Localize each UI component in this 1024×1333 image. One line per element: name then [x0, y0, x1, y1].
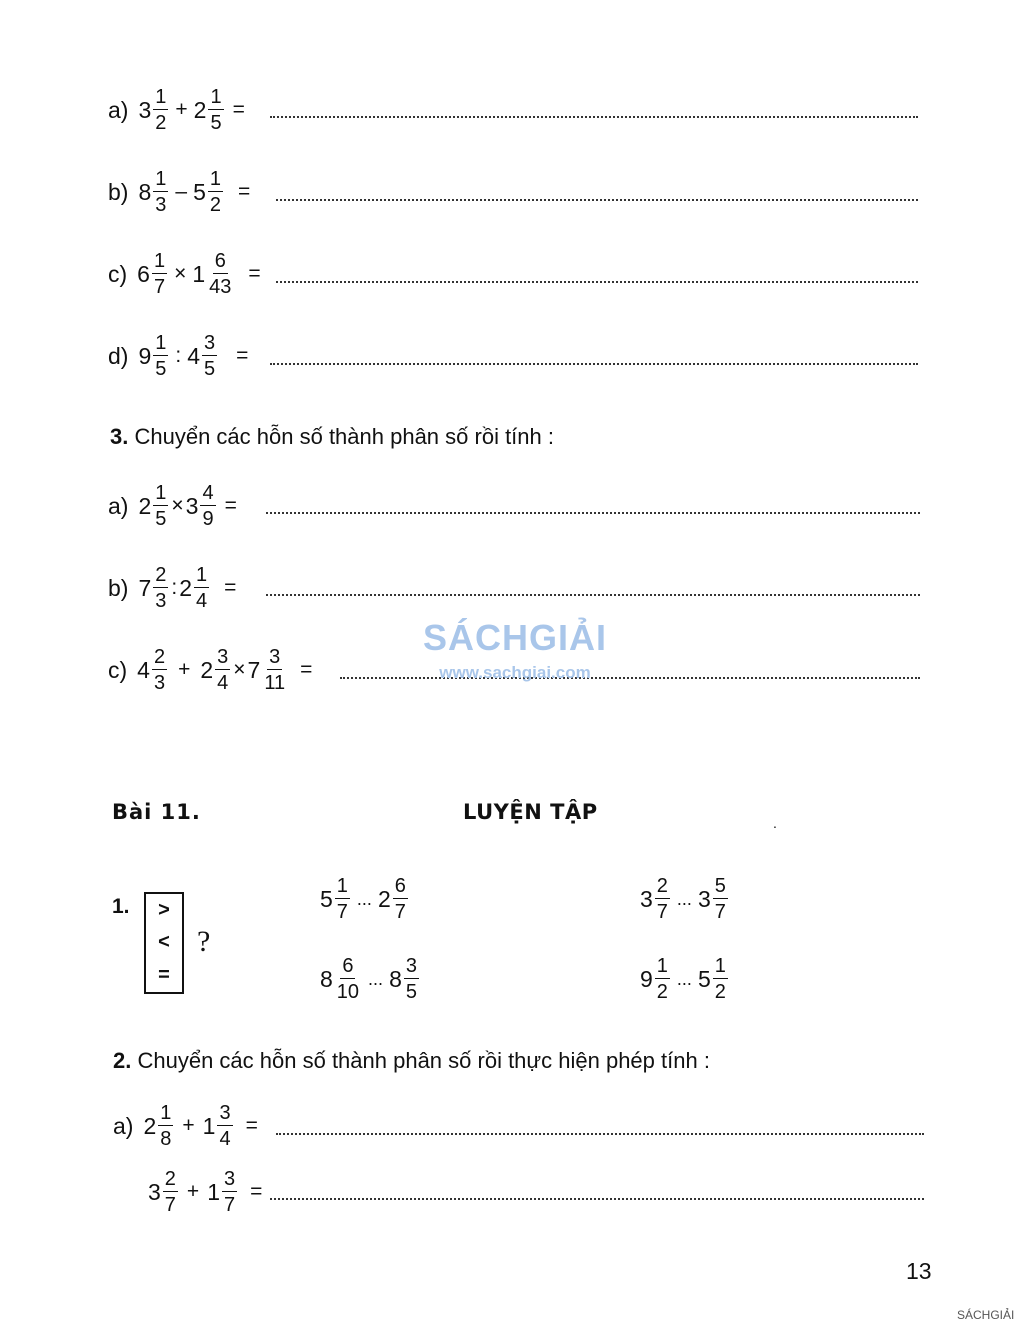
fraction: [393, 876, 408, 922]
operator: ×: [233, 658, 246, 681]
item-label: a): [108, 96, 129, 123]
denominator: 3: [153, 672, 166, 694]
exercise-2-row-b: [148, 1162, 262, 1222]
numerator: 1: [336, 875, 348, 897]
operator: :: [175, 344, 182, 367]
answer-line[interactable]: [270, 1196, 924, 1200]
exercise-row-b: [108, 162, 250, 222]
denominator: 4: [219, 1128, 231, 1150]
numerator: 1: [160, 1102, 172, 1124]
section-3-row-a: [108, 476, 237, 536]
mixed-number: [138, 169, 169, 215]
fraction: [200, 483, 215, 529]
operator: +: [175, 98, 188, 121]
fraction: [713, 876, 728, 922]
numerator: 3: [269, 646, 281, 668]
whole-part: 2: [138, 492, 152, 519]
whole-part: 1: [207, 1178, 220, 1205]
whole-part: 7: [138, 574, 152, 601]
item-label: a): [108, 492, 129, 519]
numerator: 1: [196, 564, 208, 586]
numerator: 1: [155, 86, 167, 108]
watermark-url: www.sachgiai.com: [439, 663, 591, 682]
exercise-number: 2.: [113, 1048, 132, 1073]
whole-part: 3: [185, 492, 199, 519]
denominator: 2: [656, 981, 668, 1003]
numerator: 2: [656, 875, 668, 897]
answer-line[interactable]: [276, 197, 918, 201]
operator: +: [182, 1114, 195, 1137]
fraction: [153, 565, 168, 611]
equals-sign: =: [236, 344, 249, 367]
page-number: 13: [906, 1258, 932, 1284]
fraction: [153, 333, 168, 379]
denominator: 3: [155, 194, 167, 216]
fraction: [207, 251, 233, 297]
equals-sign: =: [248, 262, 261, 285]
denominator: 7: [714, 901, 726, 923]
blank-ellipsis: ...: [368, 968, 384, 989]
whole-part: 8: [389, 965, 402, 992]
fraction: [194, 565, 209, 611]
blank-ellipsis: ...: [676, 888, 692, 909]
answer-line[interactable]: [270, 114, 918, 118]
numerator: 5: [714, 875, 726, 897]
mixed-number: [186, 483, 217, 529]
whole-part: 2: [179, 574, 193, 601]
mixed-number: [194, 87, 225, 133]
numerator: 1: [656, 955, 668, 977]
whole-part: 3: [640, 885, 653, 912]
exercise-text: Chuyển các hỗn số thành phân số rồi thực hiện phép tính :: [137, 1048, 710, 1073]
denominator: 5: [155, 508, 167, 530]
numerator: 2: [155, 564, 167, 586]
whole-part: 8: [320, 965, 333, 992]
denominator: 4: [217, 672, 229, 694]
fraction: [152, 647, 167, 693]
whole-part: 4: [187, 342, 201, 369]
mixed-number: [137, 647, 168, 693]
mixed-number: [137, 251, 168, 297]
exercise-row-a: [108, 80, 245, 140]
answer-line[interactable]: [276, 1131, 924, 1135]
whole-part: 5: [697, 965, 711, 992]
comparison-symbol-box: [144, 892, 184, 994]
comparison-item[interactable]: [640, 956, 729, 1002]
lesson-title: LUYỆN TẬP: [463, 800, 598, 824]
denominator: 5: [405, 981, 417, 1003]
section-3-row-c: [108, 640, 312, 700]
mixed-number: [148, 1169, 179, 1215]
numerator: 6: [394, 875, 406, 897]
numerator: 2: [164, 1168, 176, 1190]
numerator: 1: [210, 86, 222, 108]
whole-part: 7: [247, 656, 261, 683]
fraction: [153, 483, 168, 529]
whole-part: 3: [148, 1178, 161, 1205]
mixed-number: [138, 565, 169, 611]
footer-logo: SÁCHGIẢI: [957, 1308, 1015, 1322]
denominator: 9: [202, 508, 214, 530]
numerator: 1: [153, 250, 166, 272]
numerator: 1: [155, 168, 167, 190]
numerator: 1: [155, 332, 167, 354]
fraction: [153, 87, 168, 133]
denominator: 7: [153, 276, 166, 298]
numerator: 4: [202, 482, 214, 504]
denominator: 5: [204, 358, 216, 380]
greater-than-symbol: >: [158, 898, 170, 921]
blank-ellipsis: ...: [676, 968, 692, 989]
denominator: 5: [155, 358, 167, 380]
whole-part: 4: [137, 656, 150, 683]
answer-line[interactable]: [266, 592, 920, 596]
mixed-number: [138, 483, 169, 529]
denominator: 10: [336, 981, 360, 1003]
numerator: 6: [342, 955, 354, 977]
whole-part: 3: [138, 96, 152, 123]
fraction: [208, 169, 223, 215]
numerator: 3: [219, 1102, 231, 1124]
equals-sign: =: [250, 1180, 263, 1203]
fraction: [202, 333, 217, 379]
item-label: b): [108, 178, 129, 205]
fraction: [215, 647, 230, 693]
operator: +: [178, 658, 191, 681]
denominator: 5: [210, 112, 222, 134]
equals-sign: =: [232, 98, 245, 121]
denominator: 2: [714, 981, 726, 1003]
fraction: [158, 1103, 173, 1149]
mixed-number: [179, 565, 210, 611]
equals-symbol: =: [158, 964, 170, 987]
whole-part: 1: [202, 1112, 216, 1139]
exercise-number: 1.: [112, 895, 130, 918]
answer-line[interactable]: [276, 279, 918, 283]
numerator: 3: [204, 332, 216, 354]
section-number: 3.: [110, 424, 129, 449]
comparison-item[interactable]: [640, 876, 729, 922]
whole-part: 8: [138, 178, 152, 205]
operator: +: [186, 1180, 200, 1203]
operator: –: [175, 180, 188, 203]
numerator: 6: [214, 250, 226, 272]
denominator: 2: [209, 194, 221, 216]
question-mark: ?: [197, 925, 211, 958]
equals-sign: =: [224, 494, 237, 517]
whole-part: 2: [143, 1112, 157, 1139]
exercise-2-heading: [113, 1048, 710, 1074]
fraction: [335, 876, 350, 922]
watermark: [410, 617, 620, 683]
numerator: 1: [155, 482, 167, 504]
whole-part: 5: [193, 178, 206, 205]
fraction: [163, 1169, 178, 1215]
item-label: a): [113, 1112, 134, 1139]
whole-part: 5: [320, 885, 333, 912]
section-text: Chuyển các hỗn số thành phân số rồi tính :: [134, 424, 554, 449]
denominator: 2: [155, 112, 167, 134]
item-label: d): [108, 342, 129, 369]
denominator: 43: [209, 276, 232, 298]
fraction: [153, 169, 168, 215]
section-3-heading: [110, 424, 554, 450]
equals-sign: =: [245, 1114, 258, 1137]
denominator: 4: [196, 590, 208, 612]
numerator: 3: [217, 646, 229, 668]
answer-line[interactable]: [270, 361, 918, 365]
item-label: c): [108, 656, 128, 683]
fraction: [208, 87, 223, 133]
blank-ellipsis: ...: [356, 888, 372, 909]
watermark-logo-text: SÁCHGIẢI: [422, 617, 607, 658]
mixed-number: [138, 87, 169, 133]
denominator: 7: [164, 1194, 176, 1216]
denominator: 7: [656, 901, 668, 923]
fraction: [262, 647, 287, 693]
mixed-number: [248, 647, 289, 693]
mixed-number: [200, 647, 231, 693]
equals-sign: =: [300, 658, 313, 681]
item-label: b): [108, 574, 129, 601]
fraction: [217, 1103, 232, 1149]
fraction: [713, 956, 728, 1002]
denominator: 7: [394, 901, 406, 923]
whole-part: 2: [200, 656, 214, 683]
fraction: [655, 956, 670, 1002]
fraction: [222, 1169, 237, 1215]
comparison-item[interactable]: [320, 876, 409, 922]
exercise-row-c: [108, 244, 261, 304]
mixed-number: [138, 333, 169, 379]
denominator: 7: [223, 1194, 236, 1216]
less-than-symbol: <: [158, 931, 170, 954]
fraction: [655, 876, 670, 922]
mixed-number: [187, 333, 218, 379]
denominator: 8: [160, 1128, 172, 1150]
whole-part: 2: [193, 96, 207, 123]
whole-part: 1: [192, 260, 206, 287]
stray-mark: .: [773, 815, 777, 831]
answer-line[interactable]: [266, 510, 920, 514]
whole-part: 9: [640, 965, 653, 992]
equals-sign: =: [237, 180, 251, 203]
equals-sign: =: [224, 576, 237, 599]
fraction: [335, 956, 361, 1002]
operator: ×: [174, 262, 187, 285]
numerator: 3: [405, 955, 417, 977]
denominator: 7: [336, 901, 348, 923]
whole-part: 9: [138, 342, 152, 369]
comparison-item[interactable]: [320, 956, 420, 1002]
denominator: 11: [264, 672, 286, 694]
fraction: [152, 251, 167, 297]
numerator: 1: [209, 168, 221, 190]
mixed-number: [193, 169, 224, 215]
numerator: 3: [223, 1168, 236, 1190]
whole-part: 2: [377, 885, 391, 912]
item-label: c): [108, 260, 128, 287]
exercise-2-row-a: [113, 1096, 258, 1156]
mixed-number: [143, 1103, 174, 1149]
section-3-row-b: [108, 558, 236, 618]
denominator: 3: [155, 590, 167, 612]
mixed-number: [207, 1169, 238, 1215]
operator: ×: [171, 494, 184, 517]
numerator: 2: [153, 646, 166, 668]
exercise-row-d: [108, 326, 248, 386]
whole-part: 3: [697, 885, 711, 912]
whole-part: 6: [137, 260, 150, 287]
operator: :: [171, 576, 178, 599]
mixed-number: [203, 1103, 234, 1149]
numerator: 1: [714, 955, 726, 977]
fraction: [404, 956, 419, 1002]
lesson-number: Bài 11.: [112, 800, 201, 824]
mixed-number: [192, 251, 234, 297]
